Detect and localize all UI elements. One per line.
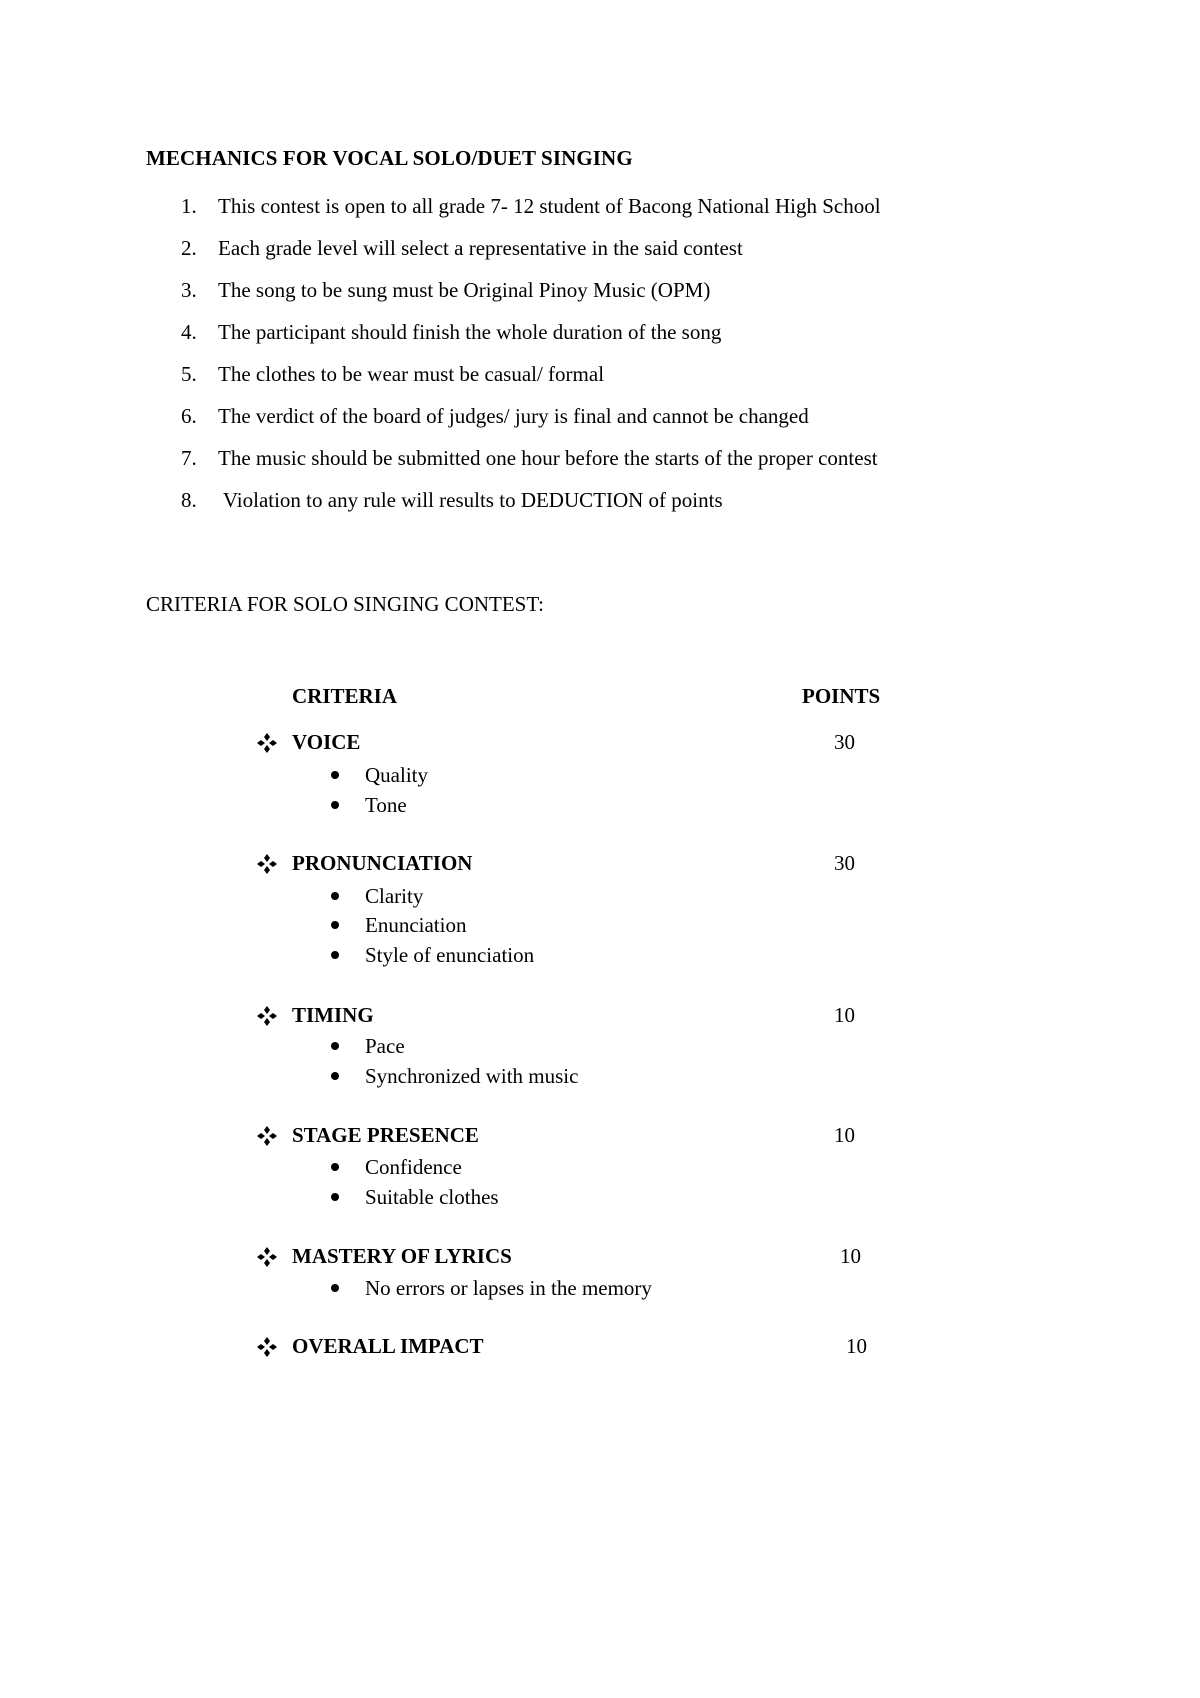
sub-criterion-text: Quality — [365, 763, 428, 787]
criterion-points: 10 — [834, 1003, 855, 1027]
rule-number: 1. — [181, 194, 197, 218]
criterion-points: 10 — [834, 1123, 855, 1147]
rule-number: 2. — [181, 236, 197, 260]
bullet-icon — [331, 892, 339, 900]
diamond-bullet-icon — [256, 1336, 278, 1358]
rule-text: The participant should finish the whole duration of the song — [218, 320, 722, 344]
rule-text: Violation to any rule will results to DEDUCTION of points — [218, 488, 723, 512]
mechanics-title: MECHANICS FOR VOCAL SOLO/DUET SINGING — [146, 146, 633, 170]
diamond-bullet-icon — [256, 732, 278, 754]
criterion-name: PRONUNCIATION — [292, 851, 473, 875]
sub-criterion-text: Tone — [365, 793, 407, 817]
bullet-icon — [331, 1284, 339, 1292]
rule-number: 3. — [181, 278, 197, 302]
sub-criterion-text: Pace — [365, 1034, 405, 1058]
criterion-points: 10 — [840, 1244, 861, 1268]
criterion-name: MASTERY OF LYRICS — [292, 1244, 512, 1268]
criterion-name: STAGE PRESENCE — [292, 1123, 479, 1147]
rule-text: The verdict of the board of judges/ jury is final and cannot be changed — [218, 404, 809, 428]
sub-criterion-text: Clarity — [365, 884, 424, 908]
rule-text: This contest is open to all grade 7- 12 student of Bacong National High School — [218, 194, 881, 218]
sub-criterion-text: Synchronized with music — [365, 1064, 579, 1088]
criterion-points: 10 — [846, 1334, 867, 1358]
rule-text: Each grade level will select a representative in the said contest — [218, 236, 743, 260]
sub-criterion-text: Enunciation — [365, 913, 467, 937]
diamond-bullet-icon — [256, 1125, 278, 1147]
criterion-points: 30 — [834, 851, 855, 875]
bullet-icon — [331, 951, 339, 959]
criteria-title: CRITERIA FOR SOLO SINGING CONTEST: — [146, 592, 544, 616]
bullet-icon — [331, 1072, 339, 1080]
rule-number: 7. — [181, 446, 197, 470]
rule-text: The music should be submitted one hour before the starts of the proper contest — [218, 446, 878, 470]
bullet-icon — [331, 1042, 339, 1050]
rule-number: 6. — [181, 404, 197, 428]
bullet-icon — [331, 771, 339, 779]
rule-text: The song to be sung must be Original Pinoy Music (OPM) — [218, 278, 711, 302]
bullet-icon — [331, 1193, 339, 1201]
criterion-points: 30 — [834, 730, 855, 754]
points-column-header: POINTS — [802, 684, 881, 708]
rule-number: 8. — [181, 488, 197, 512]
sub-criterion-text: Suitable clothes — [365, 1185, 499, 1209]
sub-criterion-text: Confidence — [365, 1155, 462, 1179]
criterion-name: TIMING — [292, 1003, 374, 1027]
bullet-icon — [331, 801, 339, 809]
diamond-bullet-icon — [256, 1246, 278, 1268]
criterion-name: OVERALL IMPACT — [292, 1334, 484, 1358]
bullet-icon — [331, 1163, 339, 1171]
diamond-bullet-icon — [256, 853, 278, 875]
rule-text: The clothes to be wear must be casual/ formal — [218, 362, 605, 386]
sub-criterion-text: No errors or lapses in the memory — [365, 1276, 652, 1300]
criteria-column-header: CRITERIA — [292, 684, 398, 708]
diamond-bullet-icon — [256, 1005, 278, 1027]
sub-criterion-text: Style of enunciation — [365, 943, 535, 967]
criterion-name: VOICE — [292, 730, 361, 754]
bullet-icon — [331, 921, 339, 929]
rule-number: 5. — [181, 362, 197, 386]
rule-number: 4. — [181, 320, 197, 344]
